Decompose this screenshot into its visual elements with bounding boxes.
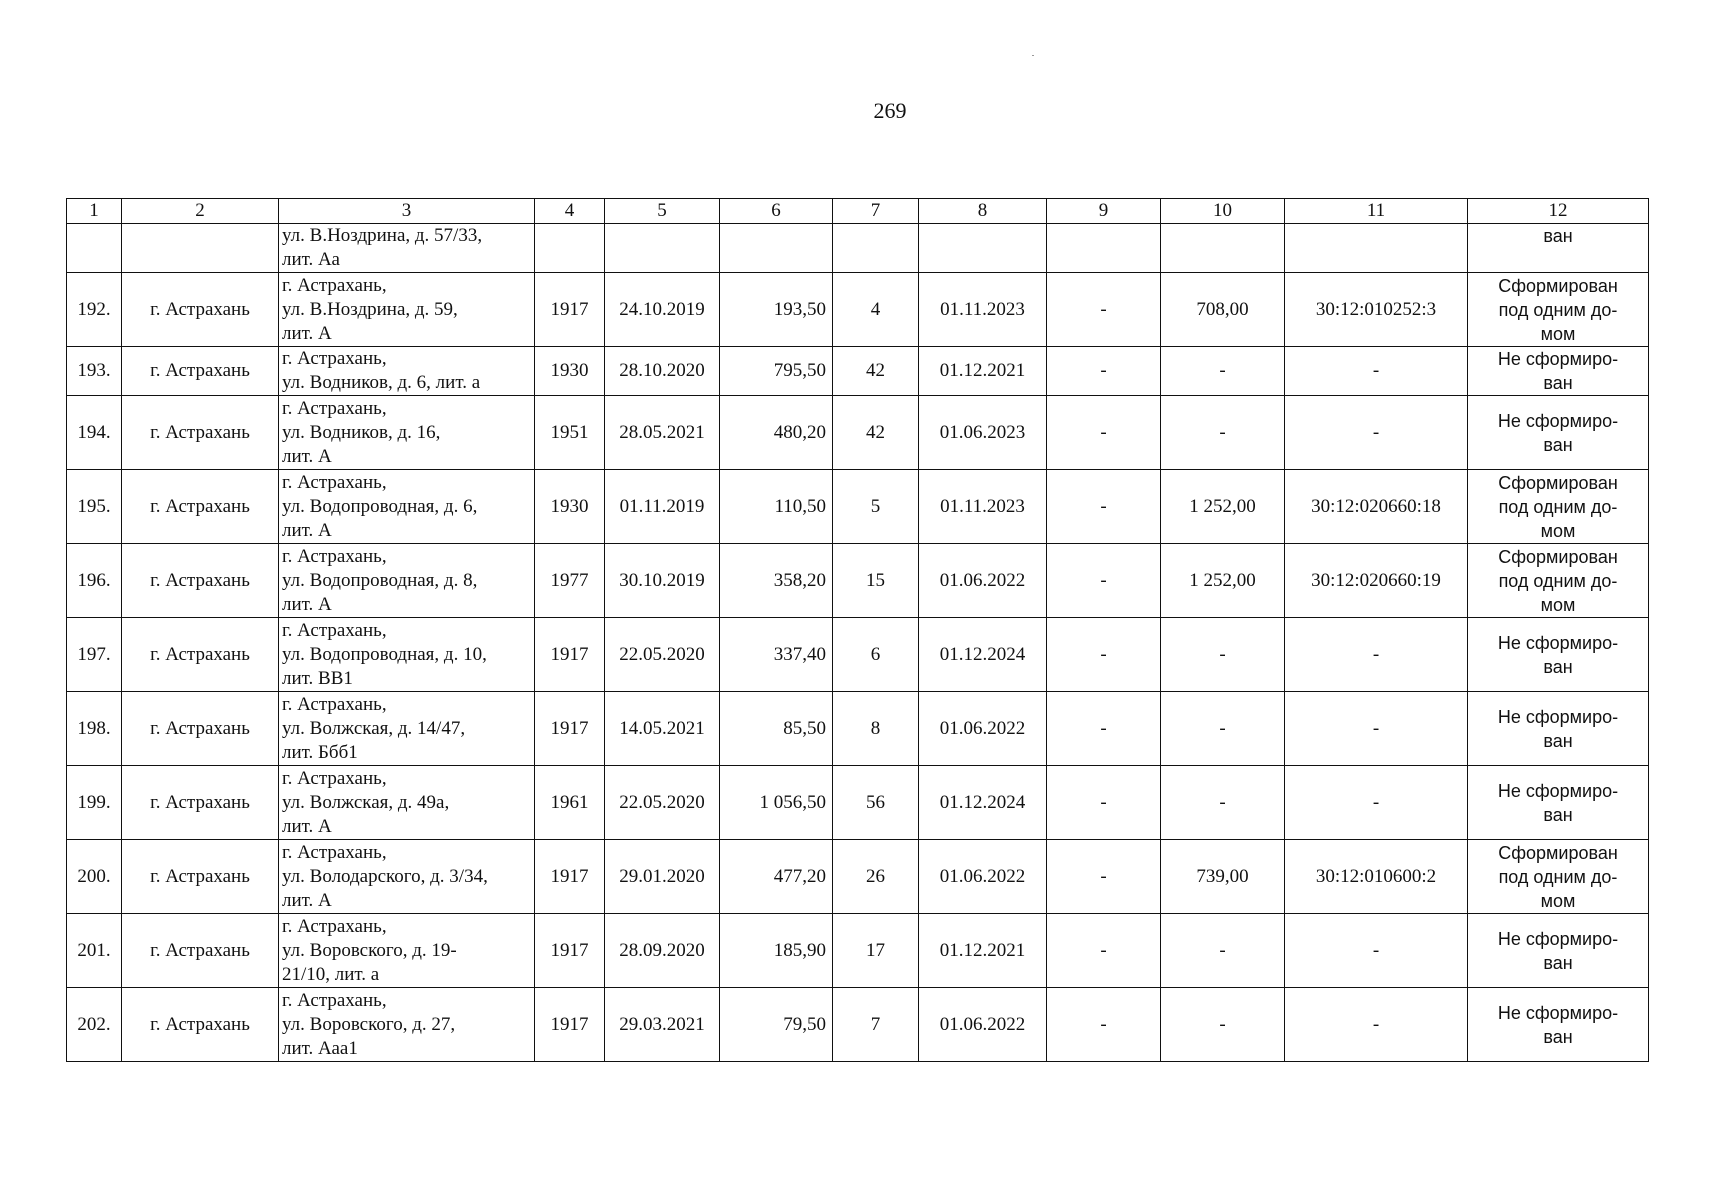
cadastral-cell: - [1285,766,1468,840]
residents-cell: 6 [833,618,919,692]
city-cell: г. Астрахань [122,544,279,618]
land-area-cell [1161,224,1285,273]
area-cell: 1 056,50 [720,766,833,840]
year-cell: 1977 [535,544,605,618]
date-cell [605,224,720,273]
year-cell: 1917 [535,692,605,766]
deadline-cell: 01.11.2023 [919,470,1047,544]
status-cell: Сформирован под одним до- мом [1468,840,1649,914]
page-number: 269 [873,98,907,123]
land-area-cell: - [1161,347,1285,396]
city-cell: г. Астрахань [122,840,279,914]
status-cell: Не сформиро- ван [1468,618,1649,692]
cadastral-cell: - [1285,692,1468,766]
land-area-cell: 708,00 [1161,273,1285,347]
continuation-row [67,224,1649,273]
year-cell: 1930 [535,470,605,544]
row-number-cell [67,224,122,273]
land-area-cell: 739,00 [1161,840,1285,914]
table-row [67,692,1649,766]
status-cell: Сформирован под одним до- мом [1468,273,1649,347]
column-header: 7 [833,199,919,224]
year-cell: 1917 [535,618,605,692]
row-number-cell: 202. [67,988,122,1062]
year-cell [535,224,605,273]
status-cell: Не сформиро- ван [1468,988,1649,1062]
status-cell: Не сформиро- ван [1468,914,1649,988]
area-cell: 337,40 [720,618,833,692]
col9-cell: - [1047,914,1161,988]
cadastral-cell [1285,224,1468,273]
col9-cell: - [1047,618,1161,692]
city-cell: г. Астрахань [122,273,279,347]
col9-cell: - [1047,692,1161,766]
year-cell: 1917 [535,840,605,914]
cadastral-cell: - [1285,396,1468,470]
table-row [67,273,1649,347]
table-row [67,544,1649,618]
city-cell: г. Астрахань [122,347,279,396]
date-cell: 01.11.2019 [605,470,720,544]
date-cell: 14.05.2021 [605,692,720,766]
date-cell: 28.10.2020 [605,347,720,396]
residents-cell: 15 [833,544,919,618]
table-row [67,618,1649,692]
scan-speck [1032,55,1034,56]
status-cell: Не сформиро- ван [1468,692,1649,766]
row-number-cell: 196. [67,544,122,618]
col9-cell: - [1047,988,1161,1062]
address-cell: г. Астрахань, ул. Водников, д. 16, лит. А [279,396,535,470]
residents-cell: 42 [833,396,919,470]
cadastral-cell: 30:12:010252:3 [1285,273,1468,347]
status-cell: Не сформиро- ван [1468,347,1649,396]
land-area-cell: - [1161,766,1285,840]
city-cell: г. Астрахань [122,914,279,988]
cadastral-cell: 30:12:020660:19 [1285,544,1468,618]
land-area-cell: - [1161,914,1285,988]
deadline-cell: 01.06.2023 [919,396,1047,470]
column-header: 3 [279,199,535,224]
col9-cell: - [1047,766,1161,840]
city-cell [122,224,279,273]
status-cell: Не сформиро- ван [1468,766,1649,840]
residents-cell: 8 [833,692,919,766]
year-cell: 1917 [535,914,605,988]
area-cell [720,224,833,273]
year-cell: 1961 [535,766,605,840]
city-cell: г. Астрахань [122,766,279,840]
area-cell: 480,20 [720,396,833,470]
table-row [67,470,1649,544]
column-header: 6 [720,199,833,224]
land-area-cell: - [1161,692,1285,766]
deadline-cell: 01.12.2024 [919,766,1047,840]
residents-cell: 42 [833,347,919,396]
land-area-cell: - [1161,618,1285,692]
deadline-cell: 01.12.2021 [919,914,1047,988]
col9-cell: - [1047,544,1161,618]
column-header: 4 [535,199,605,224]
deadline-cell: 01.06.2022 [919,840,1047,914]
date-cell: 29.03.2021 [605,988,720,1062]
area-cell: 185,90 [720,914,833,988]
address-cell: г. Астрахань, ул. Водопроводная, д. 6, лит. А [279,470,535,544]
residents-cell [833,224,919,273]
date-cell: 22.05.2020 [605,766,720,840]
year-cell: 1917 [535,273,605,347]
table-row [67,840,1649,914]
cadastral-cell: - [1285,988,1468,1062]
table-row [67,396,1649,470]
deadline-cell: 01.06.2022 [919,692,1047,766]
year-cell: 1930 [535,347,605,396]
city-cell: г. Астрахань [122,396,279,470]
row-number-cell: 193. [67,347,122,396]
column-header: 10 [1161,199,1285,224]
deadline-cell: 01.06.2022 [919,988,1047,1062]
land-area-cell: 1 252,00 [1161,544,1285,618]
cadastral-cell: - [1285,618,1468,692]
address-cell: г. Астрахань, ул. Водопроводная, д. 10, лит. ВВ1 [279,618,535,692]
status-cell: Не сформиро- ван [1468,396,1649,470]
address-cell: ул. В.Ноздрина, д. 57/33, лит. Аа [279,224,535,273]
column-header: 8 [919,199,1047,224]
cadastral-cell: - [1285,347,1468,396]
area-cell: 795,50 [720,347,833,396]
address-cell: г. Астрахань, ул. Воровского, д. 27, лит. Ааа1 [279,988,535,1062]
deadline-cell: 01.06.2022 [919,544,1047,618]
date-cell: 28.09.2020 [605,914,720,988]
row-number-cell: 200. [67,840,122,914]
column-header: 9 [1047,199,1161,224]
land-area-cell: - [1161,988,1285,1062]
status-cell: Сформирован под одним до- мом [1468,470,1649,544]
status-cell: Сформирован под одним до- мом [1468,544,1649,618]
city-cell: г. Астрахань [122,988,279,1062]
column-header: 1 [67,199,122,224]
residents-cell: 17 [833,914,919,988]
area-cell: 193,50 [720,273,833,347]
column-header: 12 [1468,199,1649,224]
address-cell: г. Астрахань, ул. Волжская, д. 49а, лит. А [279,766,535,840]
area-cell: 110,50 [720,470,833,544]
address-cell: г. Астрахань, ул. Водников, д. 6, лит. а [279,347,535,396]
year-cell: 1951 [535,396,605,470]
area-cell: 85,50 [720,692,833,766]
land-area-cell: - [1161,396,1285,470]
status-cell: ван [1468,224,1649,273]
residents-cell: 4 [833,273,919,347]
deadline-cell: 01.12.2021 [919,347,1047,396]
table-row [67,914,1649,988]
table-row [67,766,1649,840]
column-header: 5 [605,199,720,224]
col9-cell: - [1047,396,1161,470]
city-cell: г. Астрахань [122,618,279,692]
city-cell: г. Астрахань [122,470,279,544]
row-number-cell: 201. [67,914,122,988]
address-cell: г. Астрахань, ул. Володарского, д. 3/34, лит. А [279,840,535,914]
date-cell: 30.10.2019 [605,544,720,618]
date-cell: 29.01.2020 [605,840,720,914]
residents-cell: 5 [833,470,919,544]
col9-cell: - [1047,273,1161,347]
housing-registry-table [66,198,1649,1062]
year-cell: 1917 [535,988,605,1062]
column-header: 11 [1285,199,1468,224]
table-row [67,988,1649,1062]
col9-cell: - [1047,840,1161,914]
row-number-cell: 198. [67,692,122,766]
deadline-cell [919,224,1047,273]
table-row [67,347,1649,396]
cadastral-cell: 30:12:020660:18 [1285,470,1468,544]
col9-cell [1047,224,1161,273]
address-cell: г. Астрахань, ул. Волжская, д. 14/47, лит. Ббб1 [279,692,535,766]
deadline-cell: 01.11.2023 [919,273,1047,347]
date-cell: 22.05.2020 [605,618,720,692]
city-cell: г. Астрахань [122,692,279,766]
land-area-cell: 1 252,00 [1161,470,1285,544]
column-number-header-row [67,199,1649,224]
address-cell: г. Астрахань, ул. Водопроводная, д. 8, лит. А [279,544,535,618]
column-header: 2 [122,199,279,224]
row-number-cell: 199. [67,766,122,840]
cadastral-cell: 30:12:010600:2 [1285,840,1468,914]
row-number-cell: 192. [67,273,122,347]
date-cell: 28.05.2021 [605,396,720,470]
row-number-cell: 194. [67,396,122,470]
area-cell: 358,20 [720,544,833,618]
area-cell: 79,50 [720,988,833,1062]
residents-cell: 7 [833,988,919,1062]
deadline-cell: 01.12.2024 [919,618,1047,692]
date-cell: 24.10.2019 [605,273,720,347]
residents-cell: 26 [833,840,919,914]
cadastral-cell: - [1285,914,1468,988]
col9-cell: - [1047,470,1161,544]
residents-cell: 56 [833,766,919,840]
address-cell: г. Астрахань, ул. Воровского, д. 19- 21/10, лит. а [279,914,535,988]
col9-cell: - [1047,347,1161,396]
address-cell: г. Астрахань, ул. В.Ноздрина, д. 59, лит. А [279,273,535,347]
row-number-cell: 197. [67,618,122,692]
area-cell: 477,20 [720,840,833,914]
row-number-cell: 195. [67,470,122,544]
